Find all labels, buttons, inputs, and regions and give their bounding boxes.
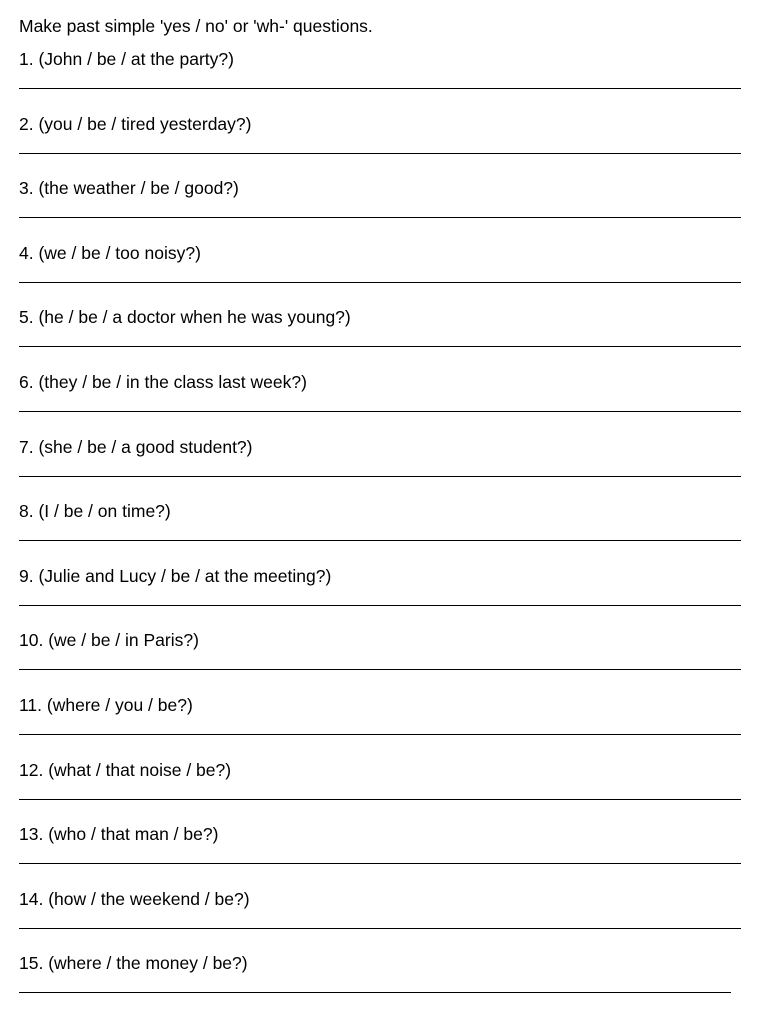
question-item [19, 952, 741, 1017]
answer-line [19, 217, 741, 218]
question-item [19, 113, 741, 178]
question-item [19, 759, 741, 824]
answer-line [19, 88, 741, 89]
question-item [19, 823, 741, 888]
answer-line [19, 476, 741, 477]
answer-line [19, 669, 741, 670]
answer-line [19, 153, 741, 154]
question-item [19, 436, 741, 501]
answer-line [19, 605, 741, 606]
answer-line [19, 282, 741, 283]
question-prompt: 3. (the weather / be / good?) [19, 178, 239, 199]
question-prompt: 14. (how / the weekend / be?) [19, 888, 250, 909]
question-prompt: 1. (John / be / at the party?) [19, 49, 234, 69]
question-item [19, 306, 741, 371]
answer-line [19, 411, 741, 412]
question-item [19, 629, 741, 694]
question-prompt: 6. (they / be / in the class last week?) [19, 372, 307, 392]
question-item [19, 177, 741, 242]
question-item [19, 48, 741, 113]
question-prompt: 12. (what / that noise / be?) [19, 759, 232, 780]
answer-line [19, 734, 741, 735]
answer-line [19, 346, 741, 347]
question-prompt: 10. (we / be / in Paris?) [19, 630, 199, 651]
question-item [19, 565, 741, 630]
question-prompt: 7. (she / be / a good student?) [19, 436, 253, 457]
question-prompt: 4. (we / be / too noisy?) [19, 242, 201, 263]
question-prompt: 9. (Julie and Lucy / be / at the meeting?) [19, 565, 332, 586]
answer-line [19, 992, 731, 993]
answer-line [19, 540, 741, 541]
question-item [19, 242, 741, 307]
question-item [19, 371, 741, 436]
question-item [19, 694, 741, 759]
question-prompt: 13. (who / that man / be?) [19, 824, 219, 845]
answer-line [19, 863, 741, 864]
question-item [19, 888, 741, 953]
question-prompt: 15. (where / the money / be?) [19, 953, 248, 974]
question-prompt: 8. (I / be / on time?) [19, 501, 171, 522]
question-prompt: 5. (he / be / a doctor when he was young?) [19, 307, 351, 328]
question-item [19, 500, 741, 565]
answer-line [19, 799, 741, 800]
question-prompt: 2. (you / be / tired yesterday?) [19, 113, 252, 134]
question-prompt: 11. (where / you / be?) [19, 695, 193, 715]
answer-line [19, 928, 741, 929]
instruction-text: Make past simple 'yes / no' or 'wh-' questions. [19, 16, 373, 36]
